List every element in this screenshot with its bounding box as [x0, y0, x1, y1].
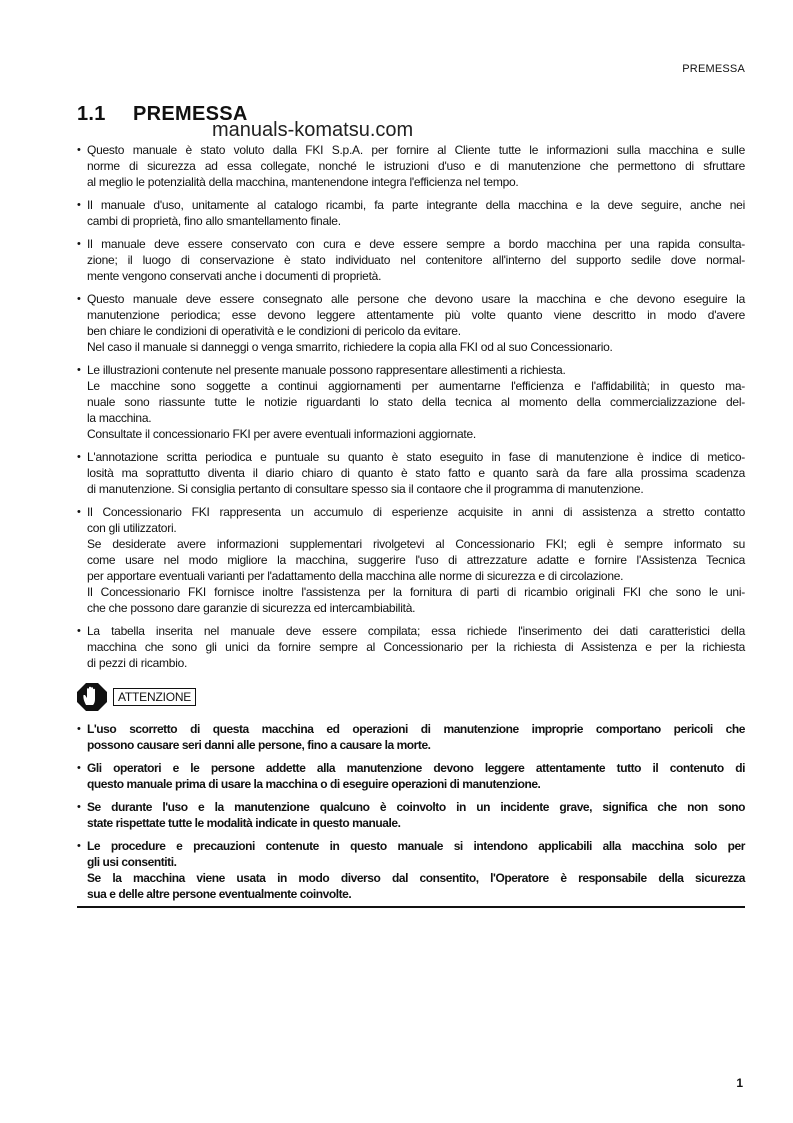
text-line: losità ma soprattutto diventa il diario chiaro di quanto è stato fatto e quanto sarà da fare alla prossima scadenza	[87, 466, 745, 480]
bullet-icon: •	[77, 840, 81, 852]
text-line: al meglio le potenzialità della macchina, mantenendone integra l'efficienza nel tempo.	[87, 175, 519, 189]
text-line: che che possono dare garanzie di sicurezza ed intercambiabilità.	[87, 601, 416, 615]
bullet-item	[77, 236, 745, 284]
text-line: Gli operatori e le persone addette alla manutenzione devono leggere attentamente tutto il contenuto di	[87, 761, 745, 775]
text-line: gli usi consentiti.	[87, 855, 177, 869]
warning-header	[77, 683, 196, 711]
section-title-text: PREMESSA	[133, 103, 248, 125]
text-line: Questo manuale è stato voluto dalla FKI S.p.A. per fornire al Cliente tutte le informazioni sulla macchina e sulle	[87, 143, 745, 157]
text-line: Se desiderate avere informazioni supplementari rivolgetevi al Concessionario FKI; egli è sempre informato su	[87, 537, 745, 551]
bullet-icon: •	[77, 762, 81, 774]
bullet-item	[77, 362, 745, 442]
text-line: norme di sicurezza ad essa collegate, nonché le istruzioni d'uso e di manutenzione che permettono di sfruttare	[87, 159, 745, 173]
text-line: Il manuale d'uso, unitamente al catalogo ricambi, fa parte integrante della macchina e la deve seguire, anche nei	[87, 198, 745, 212]
text-line: Se durante l'uso e la manutenzione qualcuno è coinvolto in un incidente grave, significa che non sono	[87, 800, 745, 814]
text-line: state rispettate tutte le modalità indicate in questo manuale.	[87, 816, 401, 830]
section-divider	[77, 906, 745, 908]
bullet-icon: •	[77, 506, 81, 518]
bullet-icon: •	[77, 238, 81, 250]
text-line: per apportare eventuali varianti per l'adattamento della macchina alle norme di sicurezza e di circolazione.	[87, 569, 624, 583]
bullet-item	[77, 623, 745, 671]
text-line: Consultate il concessionario FKI per avere eventuali informazioni aggiornate.	[87, 427, 476, 441]
bullet-icon: •	[77, 364, 81, 376]
text-line: Le illustrazioni contenute nel presente manuale possono rappresentare allestimenti a richiesta.	[87, 363, 566, 377]
section-number: 1.1	[77, 103, 106, 125]
text-line: come usare nel modo migliore la macchina, suggerire l'uso di attrezzature adatte e fornire l'Assistenza Tecnica	[87, 553, 745, 567]
text-line: Il manuale deve essere conservato con cura e deve essere sempre a bordo macchina per una rapida consulta-	[87, 237, 745, 251]
text-line: L'uso scorretto di questa macchina ed operazioni di manutenzione improprie comportano pericoli che	[87, 722, 745, 736]
text-line: di pezzi di ricambio.	[87, 656, 188, 670]
text-line: L'annotazione scritta periodica e puntuale su quanto è stato eseguito in fase di manutenzione è indice di metico-	[87, 450, 745, 464]
bullet-item	[77, 760, 745, 792]
bullet-icon: •	[77, 723, 81, 735]
text-line: manutenzione periodica; esse devono leggere attentamente più volte quanto viene descritto in modo d'avere	[87, 308, 745, 322]
text-line: cambi di proprietà, fino allo smantellamento finale.	[87, 214, 341, 228]
bullet-item	[77, 291, 745, 355]
text-line: con gli utilizzatori.	[87, 521, 177, 535]
text-line: possono causare seri danni alle persone, fino a causare la morte.	[87, 738, 431, 752]
bullet-item	[77, 721, 745, 753]
bullet-item	[77, 449, 745, 497]
text-line: Nel caso il manuale si danneggi o venga smarrito, richiedere la copia alla FKI od al suo Concessionario.	[87, 340, 613, 354]
text-line: Se la macchina viene usata in modo diverso dal consentito, l'Operatore è responsabile della sicurezza	[87, 871, 745, 885]
text-line: La tabella inserita nel manuale deve essere compilata; essa richiede l'inserimento dei dati caratteristici della	[87, 624, 745, 638]
text-line: Le macchine sono soggette a continui aggiornamenti per aumentarne l'efficienza e l'affidabilità; in questo ma-	[87, 379, 745, 393]
stop-hand-icon	[77, 683, 107, 711]
text-line: ben chiare le condizioni di operatività e le condizioni di pericolo da evitare.	[87, 324, 461, 338]
page-number: 1	[736, 1076, 743, 1090]
text-line: mente vengono conservati anche i documenti di proprietà.	[87, 269, 382, 283]
warning-label: ATTENZIONE	[113, 688, 196, 706]
bullet-icon: •	[77, 144, 81, 156]
intro-bullet-list	[77, 142, 745, 678]
bullet-icon: •	[77, 451, 81, 463]
bullet-item	[77, 799, 745, 831]
bullet-item	[77, 838, 745, 902]
warning-bullet-list	[77, 721, 745, 909]
bullet-icon: •	[77, 625, 81, 637]
bullet-item	[77, 197, 745, 229]
text-line: Le procedure e precauzioni contenute in questo manuale si intendono applicabili alla macchina solo per	[87, 839, 745, 853]
text-line: Questo manuale deve essere consegnato alle persone che devono usare la macchina e che devono eseguire la	[87, 292, 745, 306]
text-line: Il Concessionario FKI rappresenta un accumulo di esperienze acquisite in anni di assistenza a stretto contatto	[87, 505, 745, 519]
running-header: PREMESSA	[682, 63, 745, 75]
text-line: nuale sono riassunte tutte le notizie riguardanti lo stato della tecnica al momento della commercializzazione del-	[87, 395, 745, 409]
bullet-icon: •	[77, 801, 81, 813]
text-line: di manutenzione. Si consiglia pertanto di consultare spesso sia il contaore che il programma di manutenzione.	[87, 482, 644, 496]
text-line: sua e delle altre persone eventualmente coinvolte.	[87, 887, 352, 901]
bullet-item	[77, 142, 745, 190]
text-line: la macchina.	[87, 411, 152, 425]
text-line: zione; il luogo di conservazione è stato individuato nel contenitore all'interno del supporto sedile dove normal-	[87, 253, 745, 267]
bullet-icon: •	[77, 199, 81, 211]
watermark: manuals-komatsu.com	[212, 119, 414, 141]
text-line: macchina che sono gli unici da fornire sempre al Concessionario per la richiesta di Assistenza e per la richiesta	[87, 640, 745, 654]
bullet-icon: •	[77, 293, 81, 305]
bullet-item	[77, 504, 745, 616]
text-line: questo manuale prima di usare la macchina o di eseguire operazioni di manutenzione.	[87, 777, 541, 791]
text-line: Il Concessionario FKI fornisce inoltre l'assistenza per la fornitura di parti di ricambio originali FKI che sono le uni-	[87, 585, 745, 599]
